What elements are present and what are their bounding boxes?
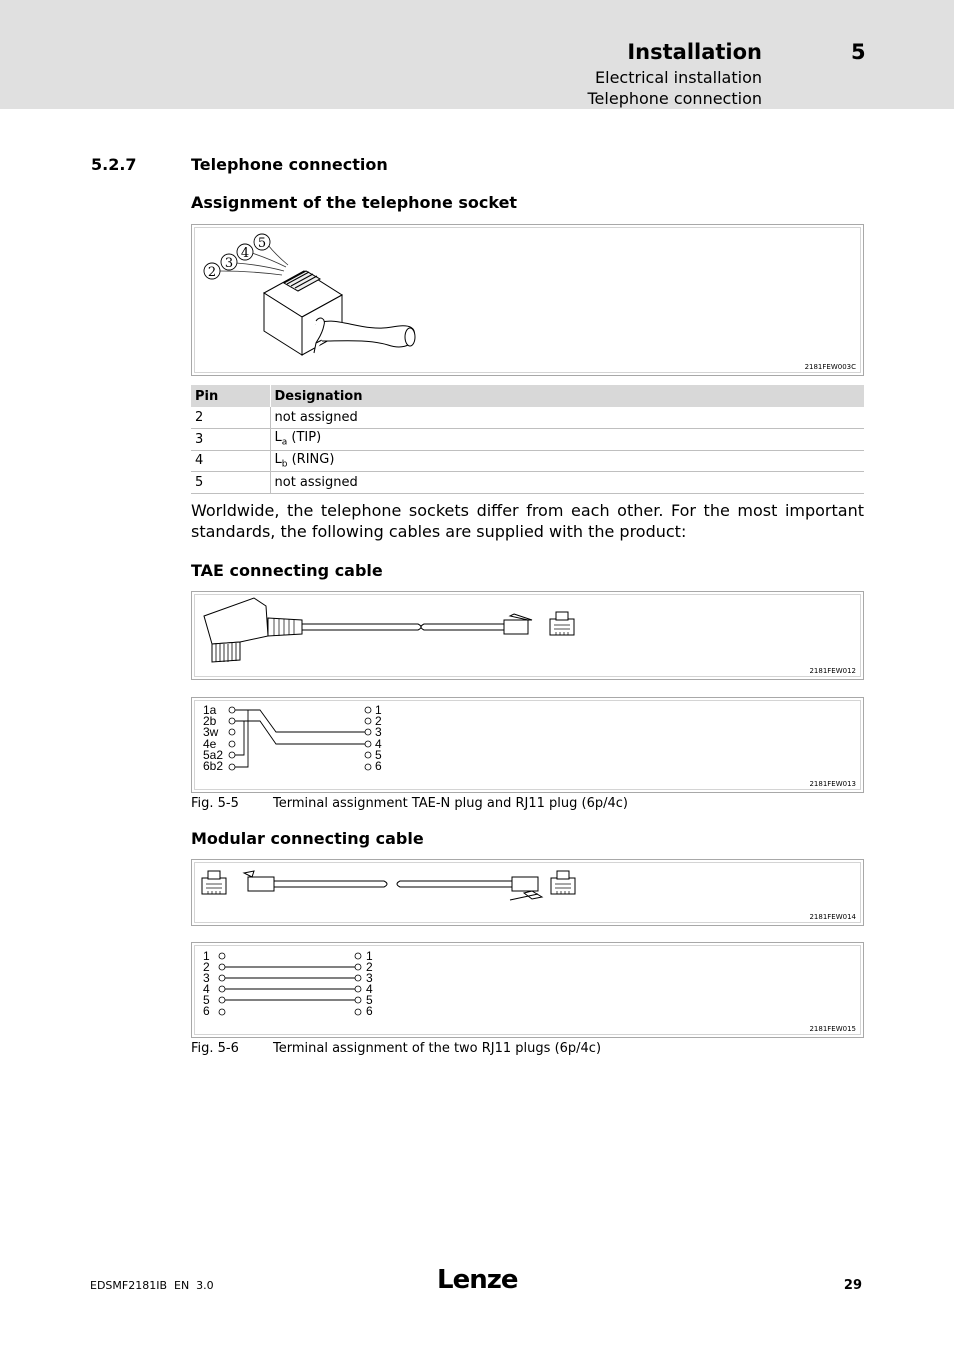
column-header-pin: Pin	[191, 385, 270, 407]
modular-wiring-figure-code: 2181FEW015	[809, 1025, 856, 1033]
socket-heading: Assignment of the telephone socket	[191, 193, 518, 212]
modular-left-pin-label: 3	[203, 971, 210, 985]
chapter-subtitle-1: Electrical installation	[595, 68, 762, 87]
tae-wiring-figure	[191, 697, 864, 793]
callout-5-label: 5	[257, 236, 267, 251]
designation-cell: $L_b$ (RING)	[270, 450, 864, 472]
modular-wiring-diagram	[192, 943, 865, 1039]
figure-5-5-caption: Terminal assignment TAE-N plug and RJ11 plug (6p/4c)	[273, 796, 628, 811]
tae-wiring-figure-code: 2181FEW013	[809, 780, 856, 788]
modular-cable-figure	[191, 859, 864, 926]
modular-cable-drawing	[192, 860, 865, 927]
section-number: 5.2.7	[91, 155, 137, 174]
tae-left-pin-label: 2b	[203, 714, 217, 728]
tae-left-pin-label: 3w	[203, 725, 219, 739]
tae-left-pin-label: 5a2	[203, 748, 224, 762]
tae-wiring-diagram	[192, 698, 865, 794]
modular-right-pin-label: 5	[366, 993, 373, 1007]
tae-left-pin-label: 6b2	[203, 759, 224, 773]
modular-left-pin-label: 4	[203, 982, 210, 996]
chapter-subtitle-2: Telephone connection	[587, 89, 762, 108]
modular-right-pin-label: 4	[366, 982, 373, 996]
table-header-row	[191, 385, 864, 407]
tae-right-pin-label: 5	[375, 748, 382, 762]
designation-cell: not assigned	[270, 407, 864, 429]
column-header-designation: Designation	[270, 385, 864, 407]
page-number: 29	[843, 1278, 862, 1293]
tae-right-pin-label: 3	[375, 725, 382, 739]
document-id: EDSMF2181IB EN 3.0	[90, 1279, 214, 1292]
figure-5-6-caption: Terminal assignment of the two RJ11 plugs (6p/4c)	[273, 1041, 602, 1056]
modular-right-pin-label: 1	[366, 949, 373, 963]
page-header-band	[0, 0, 954, 109]
modular-right-pin-label: 3	[366, 971, 373, 985]
callout-2-label: 2	[207, 265, 217, 280]
designation-cell: $L_a$ (TIP)	[270, 429, 864, 451]
tae-cable-drawing	[192, 592, 865, 681]
table-row	[191, 450, 864, 472]
tae-left-pin-label: 4e	[203, 737, 217, 751]
modular-right-pin-label: 6	[366, 1004, 373, 1018]
modular-heading: Modular connecting cable	[191, 829, 424, 848]
pin-cell: 2	[191, 407, 270, 429]
tae-left-pin-label: 1a	[203, 703, 217, 717]
modular-left-pin-label: 1	[203, 949, 210, 963]
modular-right-pin-label: 2	[366, 960, 373, 974]
tae-heading: TAE connecting cable	[191, 561, 383, 580]
figure-5-5-number: Fig. 5-5	[191, 796, 239, 811]
section-title: Telephone connection	[191, 155, 388, 174]
modular-wiring-figure	[191, 942, 864, 1038]
socket-figure	[191, 224, 864, 376]
callout-4-label: 4	[240, 246, 250, 261]
pin-cell: 4	[191, 450, 270, 472]
table-row	[191, 407, 864, 429]
pin-cell: 5	[191, 472, 270, 494]
table-row	[191, 429, 864, 451]
figure-5-6-number: Fig. 5-6	[191, 1041, 239, 1056]
chapter-number: 5	[851, 40, 866, 64]
chapter-title: Installation	[627, 40, 762, 64]
designation-cell: not assigned	[270, 472, 864, 494]
tae-right-pin-label: 6	[375, 759, 382, 773]
table-row	[191, 472, 864, 494]
tae-right-pin-label: 2	[375, 714, 382, 728]
lenze-logo: Lenze	[437, 1265, 518, 1295]
socket-figure-code: 2181FEW003C	[804, 363, 856, 371]
modular-cable-figure-code: 2181FEW014	[809, 913, 856, 921]
modular-left-pin-label: 2	[203, 960, 210, 974]
callout-3-label: 3	[224, 256, 234, 271]
pin-assignment-table	[191, 385, 864, 494]
tae-cable-figure	[191, 591, 864, 680]
body-paragraph: Worldwide, the telephone sockets differ from each other. For the most important standards, the following cables are supplied with the product:	[191, 501, 864, 541]
tae-cable-figure-code: 2181FEW012	[809, 667, 856, 675]
tae-right-pin-label: 1	[375, 703, 382, 717]
tae-right-pin-label: 4	[375, 737, 382, 751]
rj11-socket-drawing	[192, 225, 865, 377]
modular-left-pin-label: 6	[203, 1004, 210, 1018]
pin-cell: 3	[191, 429, 270, 451]
modular-left-pin-label: 5	[203, 993, 210, 1007]
